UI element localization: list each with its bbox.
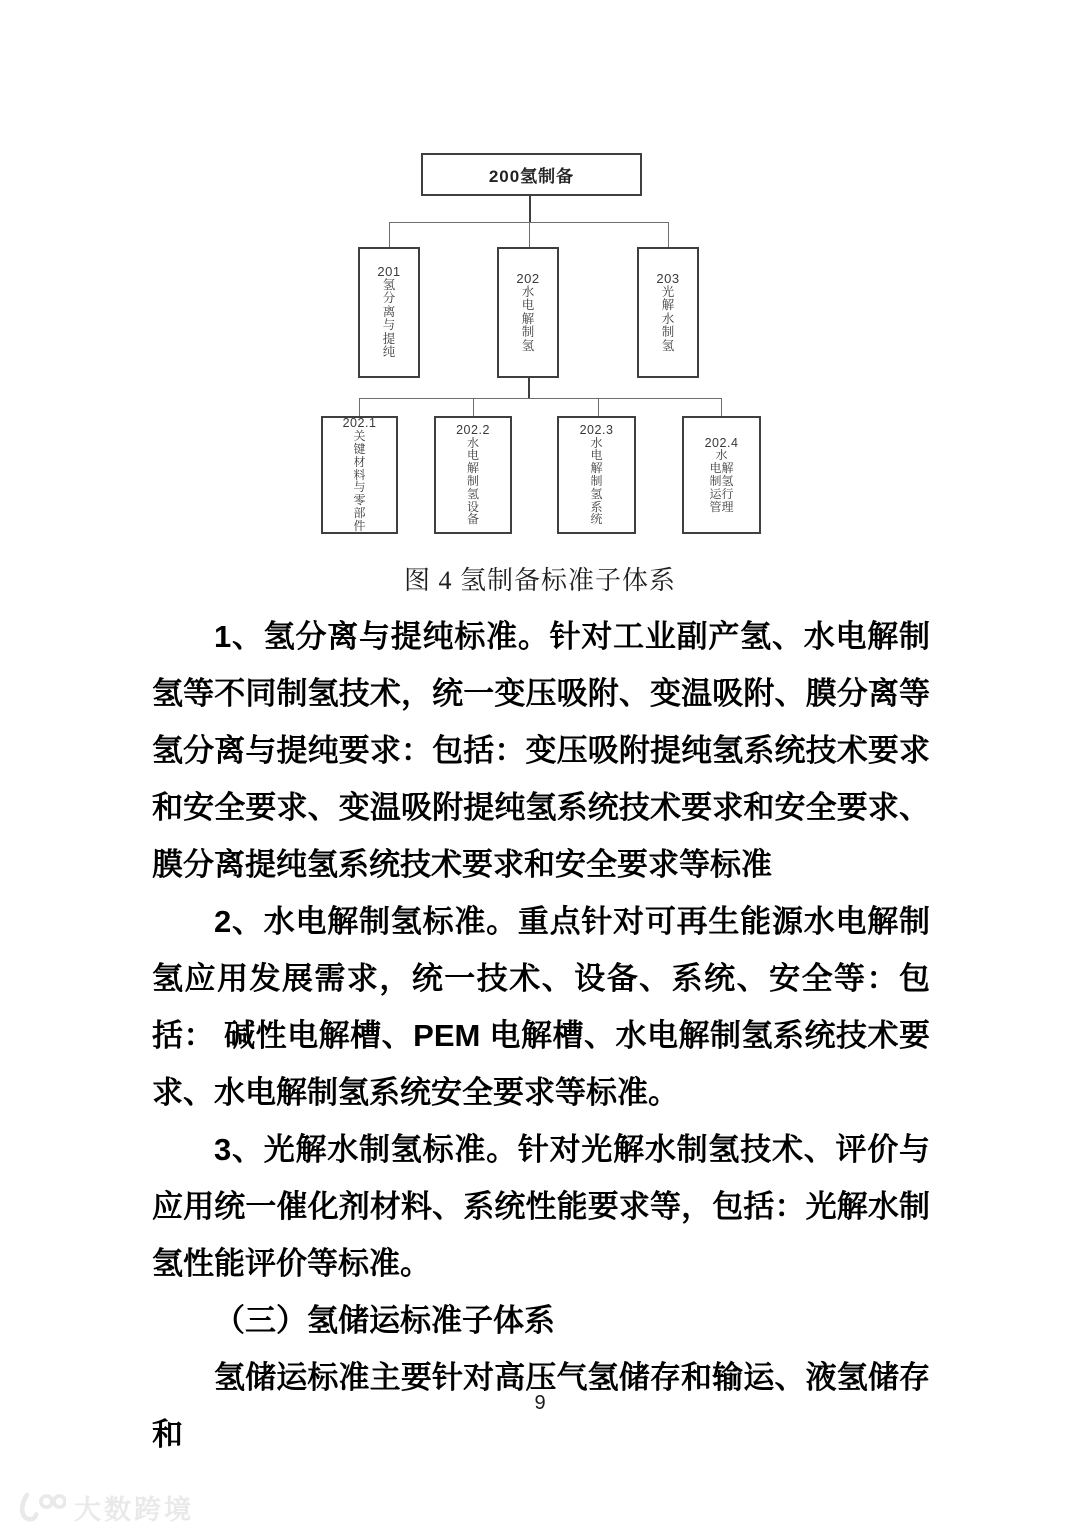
node-char: 关 [353,429,366,444]
node-char: 光 [661,284,675,299]
node-id: 202.4 [704,435,739,450]
connector-line [359,398,722,399]
connector-line [359,398,360,416]
node-char: 设 [466,499,479,514]
node-char: 氢 [521,338,535,353]
body-text [152,608,930,1463]
chart-node-202-4 [682,416,761,534]
watermark [14,1488,194,1527]
node-char: 水 [466,435,479,450]
node-char: 解 [466,461,479,476]
chart-node-202-3 [557,416,636,534]
figure-caption: 图 4 氢制备标准子体系 [403,566,676,595]
node-id: 202 [516,271,540,286]
node-char: 部 [353,506,366,520]
node-char: 与 [353,480,366,495]
node-char: 纯 [382,345,396,360]
node-char: 运行 [709,486,734,501]
node-char: 水 [521,284,535,299]
node-char: 零 [353,493,366,508]
node-char: 氢 [382,277,396,292]
node-id: 202.1 [342,416,377,431]
connector-line [529,222,530,247]
node-char: 水 [590,435,603,450]
node-id: 201 [377,264,401,280]
node-char: 制 [466,474,479,488]
node-id: 202.3 [579,422,614,437]
chart-node-202-2 [434,416,512,534]
connector-line [721,398,722,416]
paragraph-storage-transport-intro: 氢储运标准主要针对高压气氢储存和输运、液氢储存和 [152,1360,930,1452]
connector-line [389,222,390,247]
node-char: 电 [590,448,603,463]
node-char: 件 [353,518,366,533]
node-char: 管理 [709,499,734,514]
node-id: 203 [656,271,680,286]
connector-line [473,398,474,416]
node-char: 水 [715,448,728,463]
chart-node-201 [358,247,420,378]
paragraph-water-electrolysis: 2、水电解制氢标准。重点针对可再生能源水电解制氢应用发展需求，统一技术、设备、系统、安全等：包括： 碱性电解槽、PEM 电解槽、水电解制氢系统技术要求、水电解制氢系统安全要求等标准。 [152,904,930,1110]
node-char: 统 [590,512,603,527]
node-char: 键 [353,442,366,457]
chart-node-202-1 [321,416,398,534]
connector-line [529,195,531,222]
node-char: 材 [353,454,366,469]
paragraph-hydrogen-separation: 1、氢分离与提纯标准。针对工业副产氢、水电解制氢等不同制氢技术，统一变压吸附、变温吸附、膜分离等氢分离与提纯要求：包括：变压吸附提纯氢系统技术要求和安全要求、变温吸附提纯氢系统技术要求和安全要求、膜分离提纯氢系统技术要求和安全要求等标准 [152,619,930,882]
node-char: 解 [590,461,603,476]
org-chart [0,0,1080,560]
node-char: 离 [382,304,396,319]
node-char: 氢 [661,338,675,353]
chart-node-202 [497,247,559,378]
node-char: 制氢 [709,474,734,488]
node-char: 与 [382,318,396,333]
100-smile-logo-icon [14,1492,66,1524]
node-char: 氢 [590,486,603,501]
node-char: 氢 [466,486,479,501]
connector-line [598,398,599,416]
chart-node-200: 200氢制备 [421,153,642,196]
paragraph-photolysis: 3、光解水制氢标准。针对光解水制氢技术、评价与应用统一催化剂材料、系统性能要求等，包括：光解水制氢性能评价等标准。 [152,1132,930,1281]
section-heading-storage-transport: （三）氢储运标准子体系 [214,1303,555,1338]
watermark-text: 大数跨境 [74,1495,194,1525]
node-char: 解 [661,298,675,312]
connector-line [528,378,530,398]
node-char: 系 [590,499,603,514]
node-char: 电解 [709,461,734,476]
node-char: 电 [466,448,479,463]
node-id: 202.2 [456,422,490,437]
node-char: 水 [661,311,675,326]
node-char: 提 [382,331,396,346]
node-char: 制 [590,474,603,488]
node-char: 解 [521,311,535,326]
node-char: 备 [466,512,479,527]
node-char: 电 [521,298,535,312]
node-char: 制 [521,325,535,339]
page-number: 9 [534,1392,546,1414]
node-char: 料 [353,467,366,482]
connector-line [668,222,669,247]
node-char: 分 [382,291,396,306]
node-char: 制 [661,325,675,339]
chart-node-203 [637,247,699,378]
